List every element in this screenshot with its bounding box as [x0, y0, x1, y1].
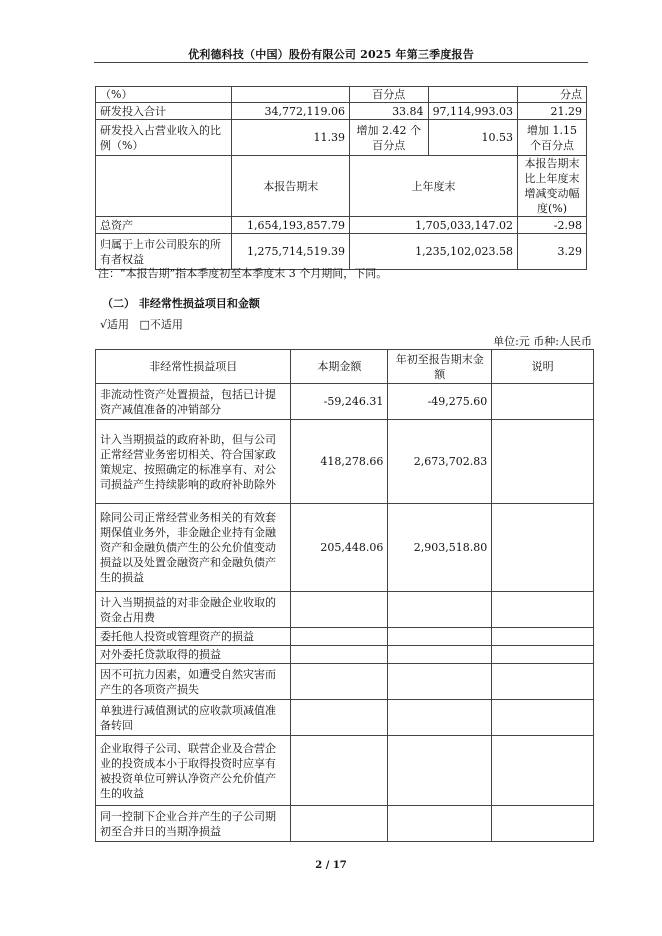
cell [492, 420, 594, 504]
row-label: 归属于上市公司股东的所有者权益 [96, 234, 232, 270]
cell [388, 592, 492, 628]
cell: 非流动性资产处置损益，包括已计提资产减值准备的冲销部分 [96, 384, 291, 420]
cell: 百分点 [350, 87, 429, 103]
cell: 1,705,033,147.02 [350, 217, 518, 234]
cell: 委托他人投资或管理资产的损益 [96, 628, 291, 646]
cell: -59,246.31 [291, 384, 388, 420]
table-row [96, 156, 587, 217]
cell [388, 736, 492, 806]
row-label [96, 156, 232, 217]
cell [291, 646, 388, 664]
cell [388, 646, 492, 664]
not-applicable-unchecked: □不适用 [139, 318, 183, 331]
table-note: 注：“本报告期”指本季度初至本季度末 3 个月期间，下同。 [98, 267, 388, 280]
cell: 21.29 [518, 103, 587, 120]
cell: 同一控制下企业合并产生的子公司期初至合并日的当期净损益 [96, 806, 291, 842]
table-row [96, 664, 594, 700]
cell [492, 628, 594, 646]
table-row [96, 700, 594, 736]
row-label: 研发投入合计 [96, 103, 232, 120]
applicability [100, 316, 183, 332]
table-row [96, 120, 587, 156]
cell [388, 664, 492, 700]
cell [428, 87, 517, 103]
cell: 除同公司正常经营业务相关的有效套期保值业务外，非金融企业持有金融资产和金融负债产生的公允价值变动损益以及处置金融资产和金融负债产生的损益 [96, 504, 291, 592]
table-row [96, 87, 587, 103]
row-label: 研发投入占营业收入的比例（%） [96, 120, 232, 156]
column-header: 本报告期末 [232, 156, 350, 217]
cell: 3.29 [518, 234, 587, 270]
cell [492, 806, 594, 842]
table-header-row [96, 350, 594, 384]
non-recurring-items-table [95, 349, 594, 842]
cell [291, 664, 388, 700]
cell: 1,275,714,519.39 [232, 234, 350, 270]
page-number: 2 / 17 [315, 860, 347, 871]
cell: 增加 2.42 个百分点 [350, 120, 429, 156]
table-row [96, 504, 594, 592]
cell: 1,654,193,857.79 [232, 217, 350, 234]
cell: 205,448.06 [291, 504, 388, 592]
header-divider [94, 62, 588, 63]
row-label: 总资产 [96, 217, 232, 234]
cell: 2,673,702.83 [388, 420, 492, 504]
applicable-checked: √适用 [100, 318, 130, 331]
currency-unit: 单位:元 币种:人民币 [493, 335, 592, 348]
cell: 因不可抗力因素，如遭受自然灾害而产生的各项资产损失 [96, 664, 291, 700]
cell: -2.98 [518, 217, 587, 234]
cell: 计入当期损益的对非金融企业收取的资金占用费 [96, 592, 291, 628]
cell [291, 736, 388, 806]
cell: 分点 [518, 87, 587, 103]
cell [492, 700, 594, 736]
cell [492, 592, 594, 628]
cell [291, 806, 388, 842]
cell: 增加 1.15 个百分点 [518, 120, 587, 156]
cell [492, 736, 594, 806]
table-row [96, 806, 594, 842]
cell [492, 384, 594, 420]
cell: 2,903,518.80 [388, 504, 492, 592]
cell: 97,114,993.03 [428, 103, 517, 120]
cell: 1,235,102,023.58 [350, 234, 518, 270]
cell [388, 628, 492, 646]
column-header: 上年度末 [350, 156, 518, 217]
column-header: 本报告期末比上年度末增减变动幅度(%) [518, 156, 587, 217]
column-header: 本期金额 [291, 350, 388, 384]
table-row [96, 592, 594, 628]
cell: 34,772,119.06 [232, 103, 350, 120]
cell: 计入当期损益的政府补助，但与公司正常经营业务密切相关、符合国家政策规定、按照确定的标准享有、对公司损益产生持续影响的政府补助除外 [96, 420, 291, 504]
cell [291, 592, 388, 628]
cell: 10.53 [428, 120, 517, 156]
cell [232, 87, 350, 103]
cell [492, 504, 594, 592]
row-label: （%） [96, 87, 232, 103]
cell: 11.39 [232, 120, 350, 156]
cell: 33.84 [350, 103, 429, 120]
cell: 对外委托贷款取得的损益 [96, 646, 291, 664]
cell [388, 700, 492, 736]
column-header: 年初至报告期末金额 [388, 350, 492, 384]
cell: 418,278.66 [291, 420, 388, 504]
table-row [96, 420, 594, 504]
cell [492, 646, 594, 664]
column-header: 非经常性损益项目 [96, 350, 291, 384]
cell [291, 628, 388, 646]
column-header: 说明 [492, 350, 594, 384]
table-row [96, 384, 594, 420]
table-row [96, 646, 594, 664]
section-title: （二） 非经常性损益项目和金额 [102, 297, 260, 310]
table-row [96, 103, 587, 120]
cell [492, 664, 594, 700]
cell [388, 806, 492, 842]
cell: -49,275.60 [388, 384, 492, 420]
report-header: 优利德科技（中国）股份有限公司 2025 年第三季度报告 [188, 48, 474, 61]
rd-assets-table [95, 86, 587, 270]
table-row [96, 736, 594, 806]
cell [291, 700, 388, 736]
cell: 单独进行减值测试的应收款项减值准备转回 [96, 700, 291, 736]
cell: 企业取得子公司、联营企业及合营企业的投资成本小于取得投资时应享有被投资单位可辨认净资产公允价值产生的收益 [96, 736, 291, 806]
table-row [96, 217, 587, 234]
table-row [96, 628, 594, 646]
